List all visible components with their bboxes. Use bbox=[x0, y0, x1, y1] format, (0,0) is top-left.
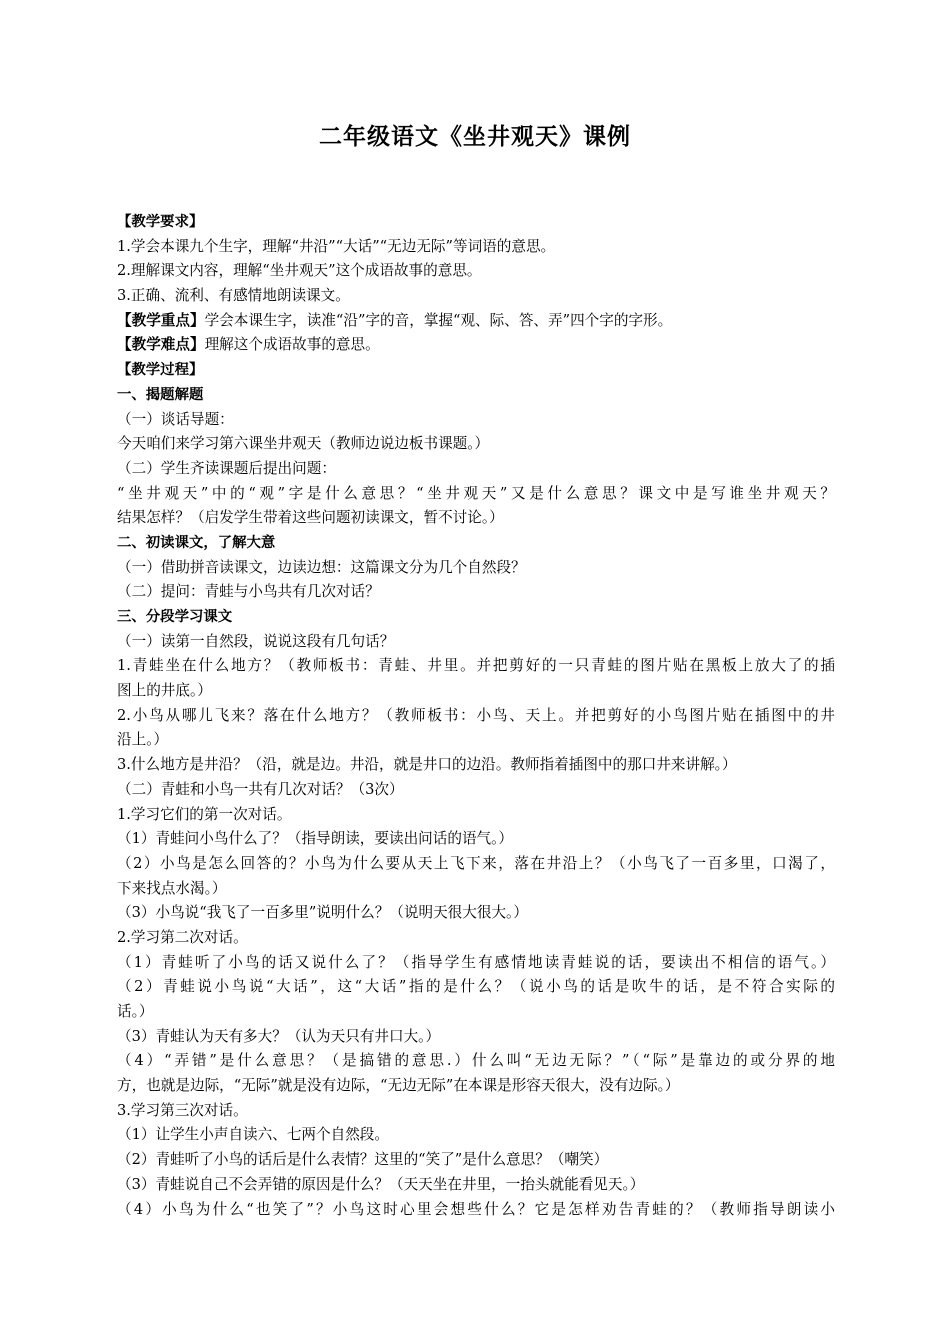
paragraph-line: （3）青蛙说自己不会弄错的原因是什么？（天天坐在井里，一抬头就能看见天。） bbox=[117, 1175, 645, 1193]
process-heading: 【教学过程】 bbox=[117, 362, 204, 379]
paragraph-line: “坐井观天”中的“观”字是什么意思？“坐井观天”又是什么意思？课文中是写谁坐井观天？ bbox=[117, 484, 835, 502]
section-heading: 二、初读课文，了解大意 bbox=[117, 534, 276, 551]
paragraph-line: （1）青蛙问小鸟什么了？（指导朗读，要读出问话的语气。） bbox=[117, 830, 514, 848]
requirement-item: 1.学会本课九个生字，理解“井沿”“大话”“无边无际”等词语的意思。 bbox=[117, 237, 556, 255]
difficult-point bbox=[117, 333, 835, 358]
paragraph-line: 3.学习第三次对话。 bbox=[117, 1101, 248, 1119]
paragraph-line: 2.小鸟从哪儿飞来？落在什么地方？（教师板书：小鸟、天上。并把剪好的小鸟图片贴在插图中的井 bbox=[117, 706, 835, 724]
difficult-point-label: 【教学难点】 bbox=[117, 336, 205, 354]
document-body bbox=[117, 210, 835, 1222]
paragraph-line: 沿上。） bbox=[117, 731, 169, 749]
paragraph-line: 方，也就是边际，“无际”就是没有边际，“无边无际”在本课是形容天很大，没有边际。） bbox=[117, 1077, 680, 1095]
paragraph-line: （1）青蛙听了小鸟的话又说什么了？（指导学生有感情地读青蛙说的话，要读出不相信的语气。） bbox=[117, 953, 835, 971]
key-point-text: 学会本课生字，读准“沿”字的音，掌握“观、际、答、弄”四个字的字形。 bbox=[204, 311, 673, 329]
paragraph-line: （4）“弄错”是什么意思？（是搞错的意思.）什么叫“无边无际？”（“际”是靠边的或分界的地 bbox=[117, 1052, 835, 1070]
paragraph-line: 下来找点水渴。） bbox=[117, 879, 227, 897]
paragraph-line: （4）小鸟为什么“也笑了”？小鸟这时心里会想些什么？它是怎样劝告青蛙的？（教师指导朗读小 bbox=[117, 1200, 835, 1218]
section-heading: 一、揭题解题 bbox=[117, 386, 204, 403]
paragraph-line: （二）青蛙和小鸟一共有几次对话？（3次） bbox=[117, 780, 404, 798]
paragraph-line: 1.学习它们的第一次对话。 bbox=[117, 805, 292, 823]
paragraph-line: （2）青蛙说小鸟说“大话”，这“大话”指的是什么？（说小鸟的话是吹牛的话，是不符合实际的 bbox=[117, 978, 835, 996]
paragraph-line: （2）小鸟是怎么回答的？小鸟为什么要从天上飞下来，落在井沿上？（小鸟飞了一百多里，口渴了， bbox=[117, 854, 835, 872]
paragraph-line: 今天咱们来学习第六课坐井观天（教师边说边板书课题。） bbox=[117, 435, 490, 453]
paragraph-line: 图上的井底。） bbox=[117, 682, 212, 700]
paragraph-line: （3）小鸟说“我飞了一百多里”说明什么？（说明天很大很大。） bbox=[117, 904, 528, 922]
difficult-point-text: 理解这个成语故事的意思。 bbox=[204, 336, 380, 354]
key-point bbox=[117, 309, 835, 334]
section-heading: 三、分段学习课文 bbox=[117, 609, 233, 625]
paragraph-line: （一）读第一自然段，说说这段有几句话？ bbox=[117, 632, 395, 650]
paragraph-line: （2）青蛙听了小鸟的话后是什么表情？这里的“笑了”是什么意思？（嘲笑） bbox=[117, 1151, 609, 1169]
paragraph-line: 话。） bbox=[117, 1003, 154, 1020]
paragraph-line: （二）提问：青蛙与小鸟共有几次对话？ bbox=[117, 583, 380, 601]
paragraph-line: 2.学习第二次对话。 bbox=[117, 928, 248, 946]
paragraph-line: 结果怎样？（启发学生带着这些问题初读课文，暂不讨论。） bbox=[117, 509, 504, 527]
paragraph-line: （3）青蛙认为天有多大？（认为天只有井口大。） bbox=[117, 1027, 441, 1045]
document-title: 二年级语文《坐井观天》课例 bbox=[319, 124, 631, 150]
requirement-item: 3.正确、流利、有感情地朗读课文。 bbox=[117, 287, 350, 305]
teaching-requirements-heading: 【教学要求】 bbox=[117, 214, 204, 230]
paragraph-line: （一）谈话导题： bbox=[117, 410, 234, 428]
paragraph-line: （1）让学生小声自读六、七两个自然段。 bbox=[117, 1126, 389, 1144]
paragraph-line: 3.什么地方是井沿？（沿，就是边。井沿，就是井口的边沿。教师指着插图中的那口井来讲解。） bbox=[117, 756, 737, 774]
key-point-label: 【教学重点】 bbox=[117, 311, 205, 329]
requirement-item: 2.理解课文内容，理解“坐井观天”这个成语故事的意思。 bbox=[117, 262, 482, 280]
paragraph-line: （二）学生齐读课题后提出问题： bbox=[117, 459, 336, 477]
paragraph-line: 1.青蛙坐在什么地方？（教师板书：青蛙、井里。并把剪好的一只青蛙的图片贴在黑板上放大了的插 bbox=[117, 657, 835, 675]
paragraph-line: （一）借助拼音读课文，边读边想：这篇课文分为几个自然段？ bbox=[117, 558, 526, 576]
